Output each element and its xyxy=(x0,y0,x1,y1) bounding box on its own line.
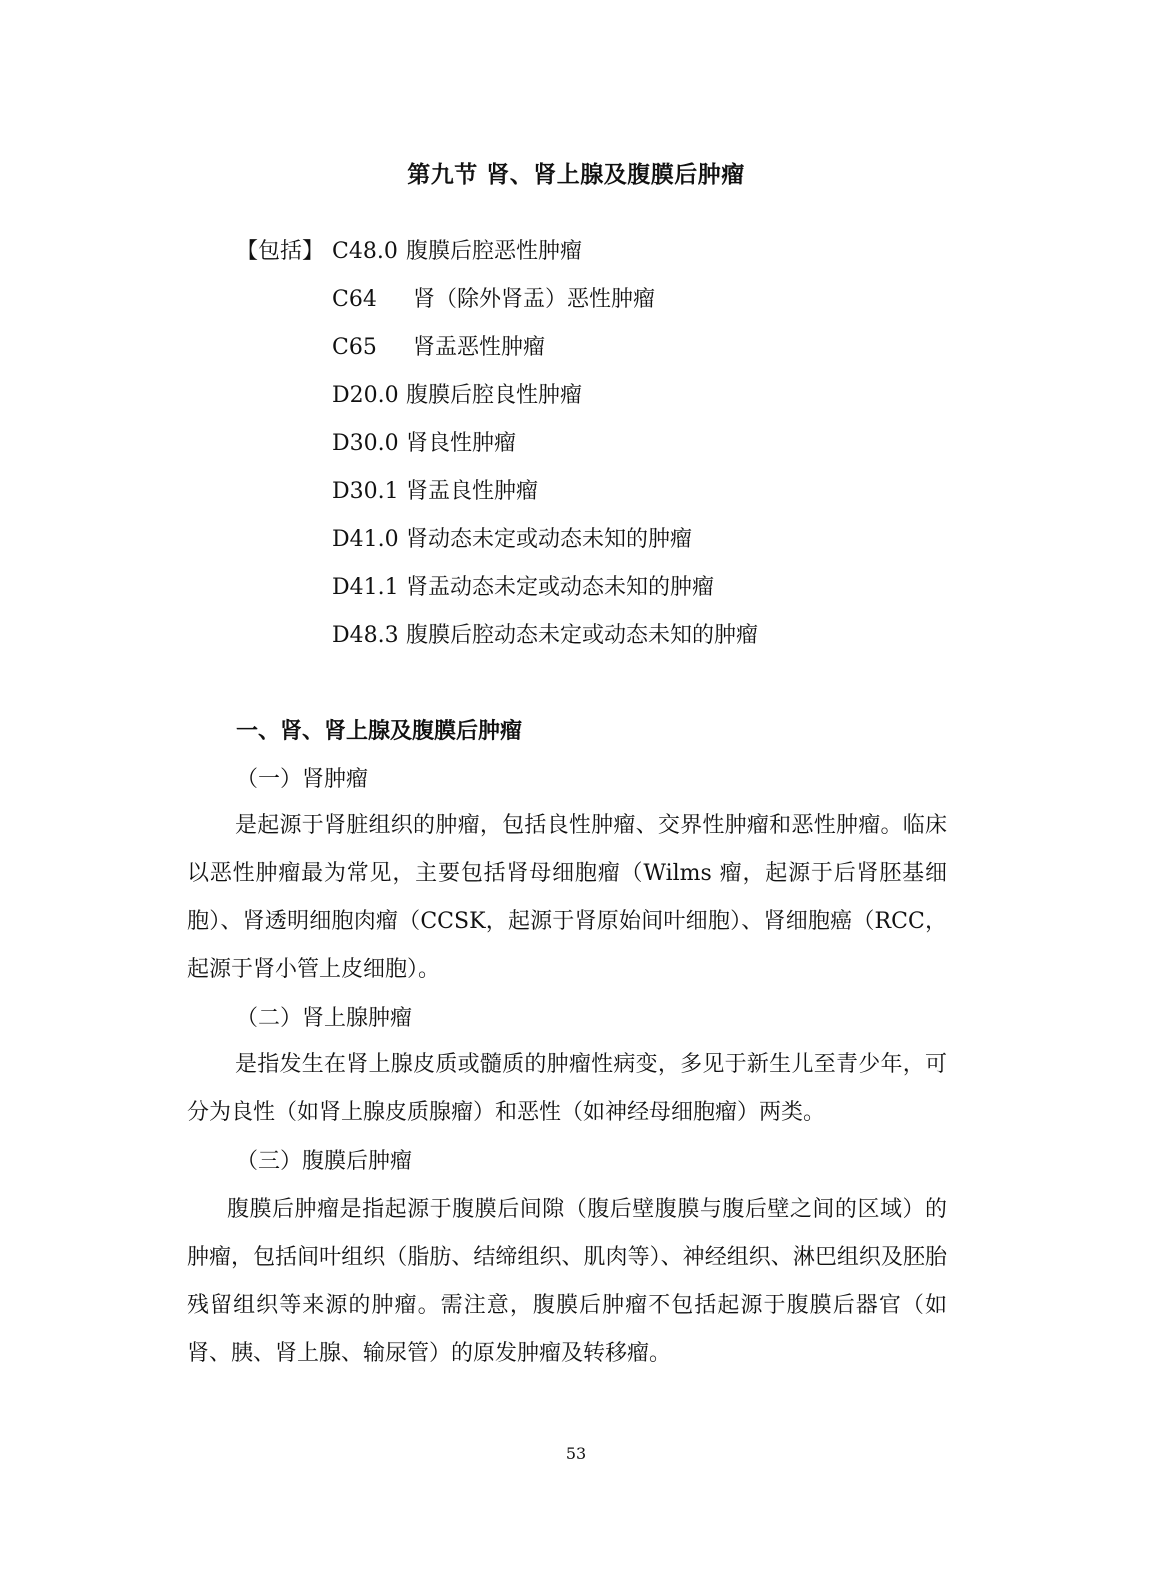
code-line xyxy=(332,381,582,411)
include-label: 【包括】 xyxy=(236,239,325,264)
icd-description: 肾盂恶性肿瘤 xyxy=(406,335,545,360)
icd-code: D41.1 xyxy=(332,575,399,600)
icd-description: 肾动态未定或动态未知的肿瘤 xyxy=(406,527,693,552)
code-line xyxy=(332,573,714,603)
code-line xyxy=(332,621,758,651)
code-line xyxy=(332,429,516,459)
subsection-heading: （二）肾上腺肿瘤 xyxy=(236,1006,413,1031)
paragraph: 是指发生在肾上腺皮质或髓质的肿瘤性病变，多见于新生儿至青少年，可分为良性（如肾上腺皮质腺瘤）和恶性（如神经母细胞瘤）两类。 xyxy=(187,1052,947,1125)
code-line xyxy=(332,477,538,507)
icd-code: D48.3 xyxy=(332,623,399,648)
icd-description: 肾盂动态未定或动态未知的肿瘤 xyxy=(406,575,715,600)
icd-description: 腹膜后腔良性肿瘤 xyxy=(406,383,583,408)
icd-code: D30.0 xyxy=(332,431,399,456)
icd-code: D30.1 xyxy=(332,479,399,504)
icd-code: C65 xyxy=(332,335,377,360)
code-line xyxy=(332,525,692,555)
icd-code: D41.0 xyxy=(332,527,399,552)
code-line xyxy=(332,237,582,267)
icd-description: 肾（除外肾盂）恶性肿瘤 xyxy=(406,287,655,312)
icd-description: 肾良性肿瘤 xyxy=(406,431,517,456)
paragraph: 是起源于肾脏组织的肿瘤，包括良性肿瘤、交界性肿瘤和恶性肿瘤。临床以恶性肿瘤最为常见，主要包括肾母细胞瘤（Wilms 瘤，起源于后肾胚基细胞）、肾透明细胞肉瘤（CCSK，起源于肾原始间叶细胞）、肾细胞癌（RCC，起源于肾小管上皮细胞）。 xyxy=(187,813,947,982)
icd-description: 腹膜后腔动态未定或动态未知的肿瘤 xyxy=(406,623,759,648)
subsection-heading: （三）腹膜后肿瘤 xyxy=(236,1149,413,1174)
page-number: 53 xyxy=(565,1444,587,1463)
icd-code: D20.0 xyxy=(332,383,399,408)
icd-description: 腹膜后腔恶性肿瘤 xyxy=(406,239,583,264)
icd-description: 肾盂良性肿瘤 xyxy=(406,479,539,504)
section-title: 第九节 肾、肾上腺及腹膜后肿瘤 xyxy=(407,162,745,188)
paragraph: 腹膜后肿瘤是指起源于腹膜后间隙（腹后壁腹膜与腹后壁之间的区域）的肿瘤，包括间叶组织（脂肪、结缔组织、肌肉等）、神经组织、淋巴组织及胚胎残留组织等来源的肿瘤。需注意，腹膜后肿瘤不包括起源于腹膜后器官（如肾、胰、肾上腺、输尿管）的原发肿瘤及转移瘤。 xyxy=(187,1197,947,1366)
code-line xyxy=(332,285,655,315)
icd-code: C48.0 xyxy=(332,239,398,264)
subsection-heading: （一）肾肿瘤 xyxy=(236,767,369,792)
code-line xyxy=(332,333,545,363)
icd-code: C64 xyxy=(332,287,377,312)
section-heading: 一、肾、肾上腺及腹膜后肿瘤 xyxy=(236,719,523,744)
